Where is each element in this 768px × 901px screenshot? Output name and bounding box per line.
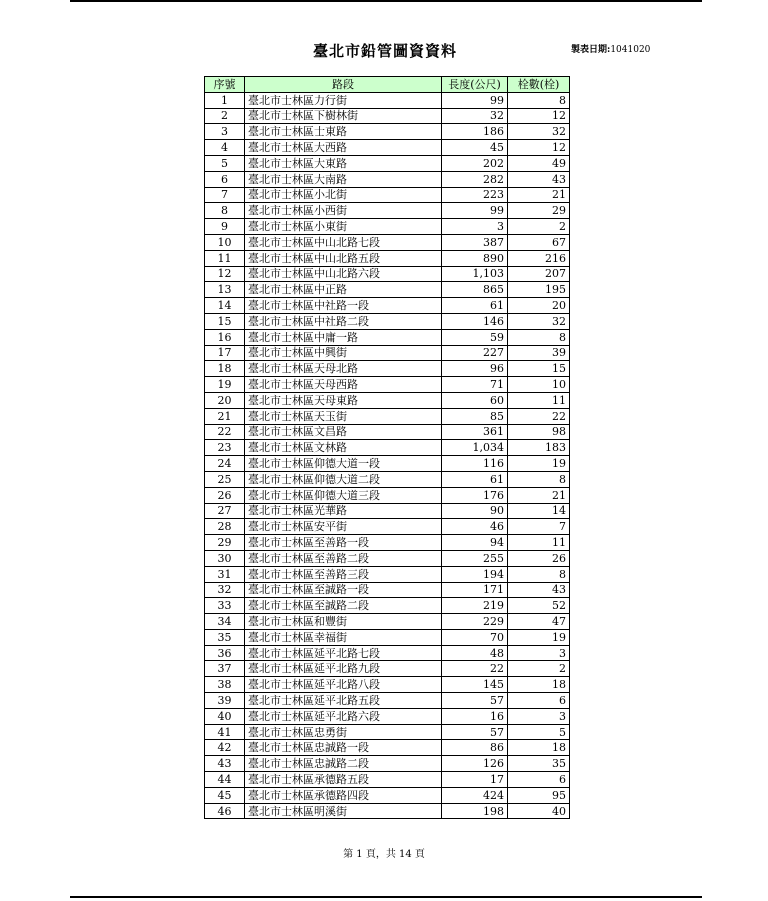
- row-number: 17: [205, 345, 245, 361]
- valve-count: 14: [508, 503, 570, 519]
- pipe-length: 202: [442, 155, 508, 171]
- row-number: 30: [205, 550, 245, 566]
- row-number: 22: [205, 424, 245, 440]
- valve-count: 183: [508, 440, 570, 456]
- valve-count: 2: [508, 219, 570, 235]
- pipe-data-table: [204, 76, 570, 819]
- pipe-length: 126: [442, 756, 508, 772]
- table-row: [205, 772, 570, 788]
- valve-count: 67: [508, 234, 570, 250]
- valve-count: 39: [508, 345, 570, 361]
- road-name: 臺北市士林區小北街: [245, 187, 442, 203]
- row-number: 25: [205, 471, 245, 487]
- road-name: 臺北市士林區小東街: [245, 219, 442, 235]
- pipe-length: 57: [442, 724, 508, 740]
- table-row: [205, 203, 570, 219]
- pipe-length: 219: [442, 598, 508, 614]
- pipe-length: 61: [442, 471, 508, 487]
- table-row: [205, 298, 570, 314]
- table-header-row: [205, 77, 570, 93]
- table-row: [205, 582, 570, 598]
- valve-count: 10: [508, 377, 570, 393]
- valve-count: 8: [508, 471, 570, 487]
- table-row: [205, 550, 570, 566]
- table-row: [205, 140, 570, 156]
- valve-count: 40: [508, 803, 570, 819]
- valve-count: 26: [508, 550, 570, 566]
- pipe-length: 3: [442, 219, 508, 235]
- table-row: [205, 408, 570, 424]
- row-number: 14: [205, 298, 245, 314]
- valve-count: 35: [508, 756, 570, 772]
- header-length: 長度(公尺): [442, 77, 508, 93]
- row-number: 19: [205, 377, 245, 393]
- table-row: [205, 614, 570, 630]
- valve-count: 43: [508, 582, 570, 598]
- row-number: 9: [205, 219, 245, 235]
- valve-count: 21: [508, 187, 570, 203]
- table-row: [205, 392, 570, 408]
- pipe-length: 90: [442, 503, 508, 519]
- pipe-length: 16: [442, 708, 508, 724]
- valve-count: 32: [508, 124, 570, 140]
- pipe-length: 255: [442, 550, 508, 566]
- valve-count: 19: [508, 456, 570, 472]
- table-row: [205, 155, 570, 171]
- pipe-length: 146: [442, 313, 508, 329]
- valve-count: 49: [508, 155, 570, 171]
- pipe-length: 70: [442, 629, 508, 645]
- table-row: [205, 124, 570, 140]
- road-name: 臺北市士林區仰德大道一段: [245, 456, 442, 472]
- row-number: 33: [205, 598, 245, 614]
- road-name: 臺北市士林區承德路四段: [245, 787, 442, 803]
- table-row: [205, 661, 570, 677]
- row-number: 8: [205, 203, 245, 219]
- row-number: 46: [205, 803, 245, 819]
- row-number: 45: [205, 787, 245, 803]
- road-name: 臺北市士林區士東路: [245, 124, 442, 140]
- row-number: 44: [205, 772, 245, 788]
- row-number: 12: [205, 266, 245, 282]
- page-title: 臺北市鉛管圖資資料: [312, 42, 457, 60]
- table-row: [205, 92, 570, 108]
- pipe-length: 17: [442, 772, 508, 788]
- pipe-length: 198: [442, 803, 508, 819]
- valve-count: 11: [508, 392, 570, 408]
- road-name: 臺北市士林區延平北路七段: [245, 645, 442, 661]
- road-name: 臺北市士林區中山北路六段: [245, 266, 442, 282]
- valve-count: 95: [508, 787, 570, 803]
- pipe-length: 1,034: [442, 440, 508, 456]
- row-number: 40: [205, 708, 245, 724]
- road-name: 臺北市士林區中山北路五段: [245, 250, 442, 266]
- pipe-length: 361: [442, 424, 508, 440]
- road-name: 臺北市士林區中庸一路: [245, 329, 442, 345]
- pipe-length: 890: [442, 250, 508, 266]
- row-number: 2: [205, 108, 245, 124]
- row-number: 39: [205, 693, 245, 709]
- valve-count: 18: [508, 677, 570, 693]
- row-number: 6: [205, 171, 245, 187]
- valve-count: 98: [508, 424, 570, 440]
- table-row: [205, 108, 570, 124]
- valve-count: 3: [508, 708, 570, 724]
- table-row: [205, 440, 570, 456]
- pipe-length: 94: [442, 535, 508, 551]
- valve-count: 8: [508, 566, 570, 582]
- row-number: 4: [205, 140, 245, 156]
- row-number: 18: [205, 361, 245, 377]
- table-row: [205, 171, 570, 187]
- table-row: [205, 345, 570, 361]
- pipe-length: 45: [442, 140, 508, 156]
- row-number: 42: [205, 740, 245, 756]
- row-number: 26: [205, 487, 245, 503]
- table-row: [205, 677, 570, 693]
- pipe-length: 99: [442, 203, 508, 219]
- road-name: 臺北市士林區力行街: [245, 92, 442, 108]
- table-row: [205, 598, 570, 614]
- row-number: 34: [205, 614, 245, 630]
- road-name: 臺北市士林區忠勇街: [245, 724, 442, 740]
- valve-count: 12: [508, 140, 570, 156]
- table-row: [205, 282, 570, 298]
- road-name: 臺北市士林區至善路二段: [245, 550, 442, 566]
- table-row: [205, 740, 570, 756]
- pipe-length: 61: [442, 298, 508, 314]
- report-date-value: 1041020: [610, 45, 651, 55]
- valve-count: 2: [508, 661, 570, 677]
- pipe-length: 57: [442, 693, 508, 709]
- row-number: 24: [205, 456, 245, 472]
- pipe-length: 48: [442, 645, 508, 661]
- row-number: 43: [205, 756, 245, 772]
- table-row: [205, 361, 570, 377]
- road-name: 臺北市士林區大東路: [245, 155, 442, 171]
- pipe-length: 171: [442, 582, 508, 598]
- table-row: [205, 487, 570, 503]
- table-row: [205, 329, 570, 345]
- valve-count: 6: [508, 772, 570, 788]
- table-row: [205, 456, 570, 472]
- table-row: [205, 756, 570, 772]
- row-number: 10: [205, 234, 245, 250]
- table-row: [205, 234, 570, 250]
- row-number: 7: [205, 187, 245, 203]
- pipe-length: 59: [442, 329, 508, 345]
- row-number: 1: [205, 92, 245, 108]
- table-row: [205, 693, 570, 709]
- table-row: [205, 313, 570, 329]
- road-name: 臺北市士林區天母東路: [245, 392, 442, 408]
- table-row: [205, 187, 570, 203]
- valve-count: 18: [508, 740, 570, 756]
- road-name: 臺北市士林區明溪街: [245, 803, 442, 819]
- road-name: 臺北市士林區文林路: [245, 440, 442, 456]
- row-number: 27: [205, 503, 245, 519]
- valve-count: 12: [508, 108, 570, 124]
- row-number: 28: [205, 519, 245, 535]
- row-number: 20: [205, 392, 245, 408]
- valve-count: 47: [508, 614, 570, 630]
- road-name: 臺北市士林區大西路: [245, 140, 442, 156]
- pipe-length: 22: [442, 661, 508, 677]
- pipe-length: 46: [442, 519, 508, 535]
- pipe-length: 282: [442, 171, 508, 187]
- valve-count: 8: [508, 329, 570, 345]
- road-name: 臺北市士林區延平北路八段: [245, 677, 442, 693]
- valve-count: 195: [508, 282, 570, 298]
- row-number: 35: [205, 629, 245, 645]
- road-name: 臺北市士林區承德路五段: [245, 772, 442, 788]
- road-name: 臺北市士林區中興街: [245, 345, 442, 361]
- road-name: 臺北市士林區至善路三段: [245, 566, 442, 582]
- valve-count: 5: [508, 724, 570, 740]
- road-name: 臺北市士林區中社路二段: [245, 313, 442, 329]
- header-count: 栓數(栓): [508, 77, 570, 93]
- road-name: 臺北市士林區安平街: [245, 519, 442, 535]
- table-row: [205, 803, 570, 819]
- valve-count: 19: [508, 629, 570, 645]
- road-name: 臺北市士林區天母西路: [245, 377, 442, 393]
- road-name: 臺北市士林區仰德大道三段: [245, 487, 442, 503]
- pipe-length: 229: [442, 614, 508, 630]
- top-rule: [70, 0, 702, 2]
- road-name: 臺北市士林區延平北路六段: [245, 708, 442, 724]
- pipe-length: 424: [442, 787, 508, 803]
- road-name: 臺北市士林區忠誠路一段: [245, 740, 442, 756]
- valve-count: 11: [508, 535, 570, 551]
- table-row: [205, 535, 570, 551]
- valve-count: 52: [508, 598, 570, 614]
- road-name: 臺北市士林區光華路: [245, 503, 442, 519]
- valve-count: 20: [508, 298, 570, 314]
- table-row: [205, 266, 570, 282]
- pipe-length: 145: [442, 677, 508, 693]
- table-row: [205, 629, 570, 645]
- road-name: 臺北市士林區延平北路九段: [245, 661, 442, 677]
- table-row: [205, 377, 570, 393]
- row-number: 15: [205, 313, 245, 329]
- road-name: 臺北市士林區至誠路二段: [245, 598, 442, 614]
- road-name: 臺北市士林區延平北路五段: [245, 693, 442, 709]
- row-number: 41: [205, 724, 245, 740]
- pipe-length: 1,103: [442, 266, 508, 282]
- row-number: 16: [205, 329, 245, 345]
- road-name: 臺北市士林區至善路一段: [245, 535, 442, 551]
- valve-count: 7: [508, 519, 570, 535]
- table-row: [205, 503, 570, 519]
- table-row: [205, 250, 570, 266]
- pipe-length: 387: [442, 234, 508, 250]
- table-row: [205, 708, 570, 724]
- pipe-length: 223: [442, 187, 508, 203]
- row-number: 31: [205, 566, 245, 582]
- header-road: 路段: [245, 77, 442, 93]
- pipe-length: 176: [442, 487, 508, 503]
- header-no: 序號: [205, 77, 245, 93]
- table-row: [205, 519, 570, 535]
- table-row: [205, 787, 570, 803]
- row-number: 38: [205, 677, 245, 693]
- row-number: 23: [205, 440, 245, 456]
- pipe-length: 186: [442, 124, 508, 140]
- page-footer: 第 1 頁，共 14 頁: [343, 849, 425, 860]
- table-row: [205, 219, 570, 235]
- bottom-rule: [70, 896, 702, 898]
- road-name: 臺北市士林區大南路: [245, 171, 442, 187]
- table-row: [205, 645, 570, 661]
- valve-count: 3: [508, 645, 570, 661]
- row-number: 13: [205, 282, 245, 298]
- pipe-length: 865: [442, 282, 508, 298]
- table-row: [205, 471, 570, 487]
- pipe-length: 85: [442, 408, 508, 424]
- row-number: 37: [205, 661, 245, 677]
- road-name: 臺北市士林區中社路一段: [245, 298, 442, 314]
- valve-count: 207: [508, 266, 570, 282]
- valve-count: 216: [508, 250, 570, 266]
- table-row: [205, 724, 570, 740]
- valve-count: 22: [508, 408, 570, 424]
- road-name: 臺北市士林區中山北路七段: [245, 234, 442, 250]
- road-name: 臺北市士林區仰德大道二段: [245, 471, 442, 487]
- road-name: 臺北市士林區忠誠路二段: [245, 756, 442, 772]
- pipe-length: 32: [442, 108, 508, 124]
- road-name: 臺北市士林區下樹林街: [245, 108, 442, 124]
- table-row: [205, 424, 570, 440]
- road-name: 臺北市士林區至誠路一段: [245, 582, 442, 598]
- pipe-length: 71: [442, 377, 508, 393]
- row-number: 36: [205, 645, 245, 661]
- valve-count: 43: [508, 171, 570, 187]
- road-name: 臺北市士林區文昌路: [245, 424, 442, 440]
- row-number: 3: [205, 124, 245, 140]
- row-number: 32: [205, 582, 245, 598]
- road-name: 臺北市士林區小西街: [245, 203, 442, 219]
- report-date-label: 製表日期:: [571, 45, 611, 55]
- valve-count: 8: [508, 92, 570, 108]
- road-name: 臺北市士林區幸福街: [245, 629, 442, 645]
- valve-count: 6: [508, 693, 570, 709]
- row-number: 21: [205, 408, 245, 424]
- row-number: 5: [205, 155, 245, 171]
- pipe-length: 99: [442, 92, 508, 108]
- pipe-length: 194: [442, 566, 508, 582]
- pipe-length: 227: [442, 345, 508, 361]
- pipe-length: 96: [442, 361, 508, 377]
- pipe-length: 86: [442, 740, 508, 756]
- report-date: [571, 42, 650, 55]
- pipe-length: 60: [442, 392, 508, 408]
- road-name: 臺北市士林區天玉街: [245, 408, 442, 424]
- road-name: 臺北市士林區天母北路: [245, 361, 442, 377]
- valve-count: 21: [508, 487, 570, 503]
- valve-count: 15: [508, 361, 570, 377]
- valve-count: 29: [508, 203, 570, 219]
- road-name: 臺北市士林區中正路: [245, 282, 442, 298]
- row-number: 11: [205, 250, 245, 266]
- row-number: 29: [205, 535, 245, 551]
- road-name: 臺北市士林區和豐街: [245, 614, 442, 630]
- valve-count: 32: [508, 313, 570, 329]
- table-row: [205, 566, 570, 582]
- pipe-length: 116: [442, 456, 508, 472]
